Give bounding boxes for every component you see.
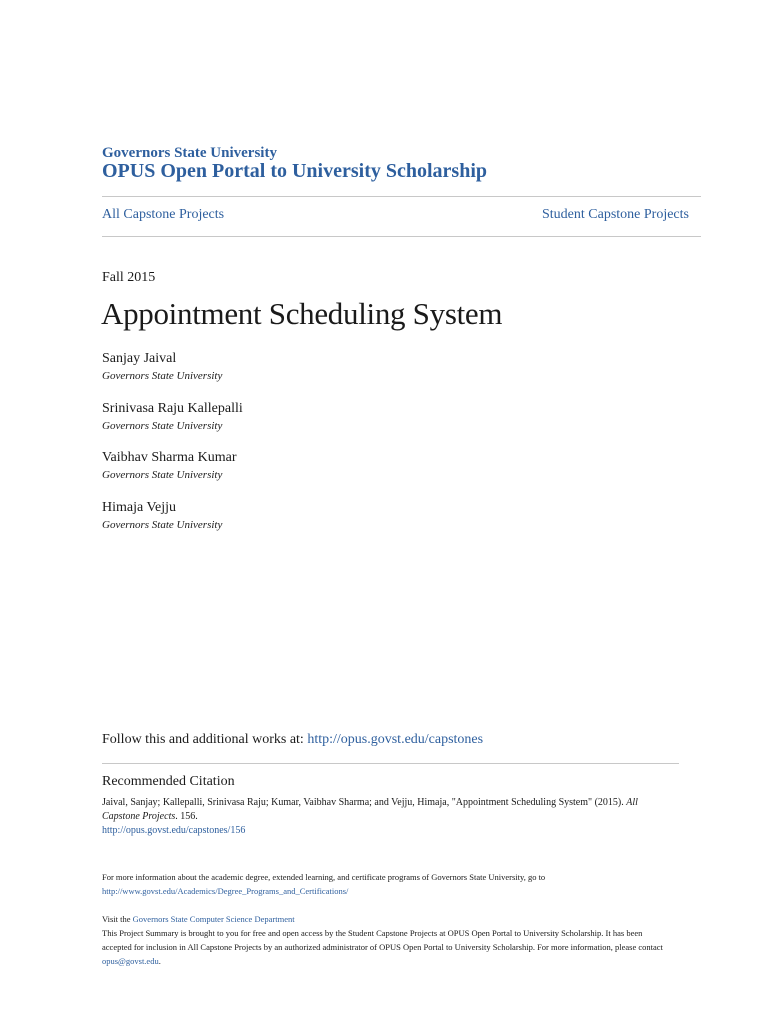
- author-entry: [102, 499, 222, 533]
- nav-divider: [102, 236, 701, 237]
- follow-line: [102, 732, 483, 748]
- author-affiliation: Governors State University: [102, 469, 223, 481]
- document-title: Appointment Scheduling System: [101, 296, 503, 331]
- degree-programs-link[interactable]: http://www.govst.edu/Academics/Degree_Programs_and_Certifications/: [102, 886, 349, 896]
- summary-text: [102, 926, 667, 968]
- citation-authors: Jaival, Sanjay; Kallepalli, Srinivasa Raju; Kumar, Vaibhav Sharma; and Vejju, Himaja, "Appointment Scheduling System" (2015).: [102, 797, 627, 808]
- institution-name: Governors State University: [102, 145, 277, 161]
- author-entry: [102, 350, 222, 384]
- summary-body: This Project Summary is brought to you for free and open access by the Student Capstone Projects at OPUS Open Portal to University Scholarship. It has been accepted for inclusion in All Capstone Projects by an authorized administrator of OPUS Open Portal to University Scholarship. For more information, please contact: [102, 928, 663, 952]
- author-entry: [102, 400, 243, 434]
- cs-department-link[interactable]: Governors State Computer Science Department: [132, 914, 295, 924]
- author-entry: [102, 449, 237, 483]
- summary-end: .: [158, 956, 161, 966]
- portal-name: OPUS Open Portal to University Scholarship: [102, 160, 488, 182]
- citation-series: All Capstone Projects: [102, 797, 638, 822]
- author-name: Sanjay Jaival: [102, 351, 177, 366]
- author-name: Himaja Vejju: [102, 500, 177, 515]
- capstones-link[interactable]: http://opus.govst.edu/capstones: [307, 732, 484, 747]
- student-capstone-projects-link[interactable]: Student Capstone Projects: [542, 207, 689, 222]
- author-affiliation: Governors State University: [102, 420, 223, 432]
- visit-line: [102, 912, 667, 926]
- citation-number: . 156.: [175, 811, 198, 822]
- publication-term: Fall 2015: [102, 270, 156, 285]
- citation-text: [102, 796, 667, 838]
- recommended-citation-heading: Recommended Citation: [102, 774, 235, 789]
- author-affiliation: Governors State University: [102, 370, 223, 382]
- citation-link[interactable]: http://opus.govst.edu/capstones/156: [102, 825, 246, 836]
- follow-text: Follow this and additional works at:: [102, 732, 308, 747]
- info-text: For more information about the academic degree, extended learning, and certificate programs of Governors State University, go to: [102, 872, 546, 882]
- summary-paragraph: [102, 912, 667, 968]
- citation-divider: [102, 763, 679, 764]
- all-capstone-projects-link[interactable]: All Capstone Projects: [102, 207, 225, 222]
- author-affiliation: Governors State University: [102, 519, 223, 531]
- author-name: Srinivasa Raju Kallepalli: [102, 401, 243, 416]
- contact-email-link[interactable]: opus@govst.edu: [102, 956, 159, 966]
- header-divider: [102, 196, 701, 197]
- info-paragraph: [102, 870, 667, 898]
- author-name: Vaibhav Sharma Kumar: [102, 450, 237, 465]
- visit-prefix: Visit the: [102, 914, 133, 924]
